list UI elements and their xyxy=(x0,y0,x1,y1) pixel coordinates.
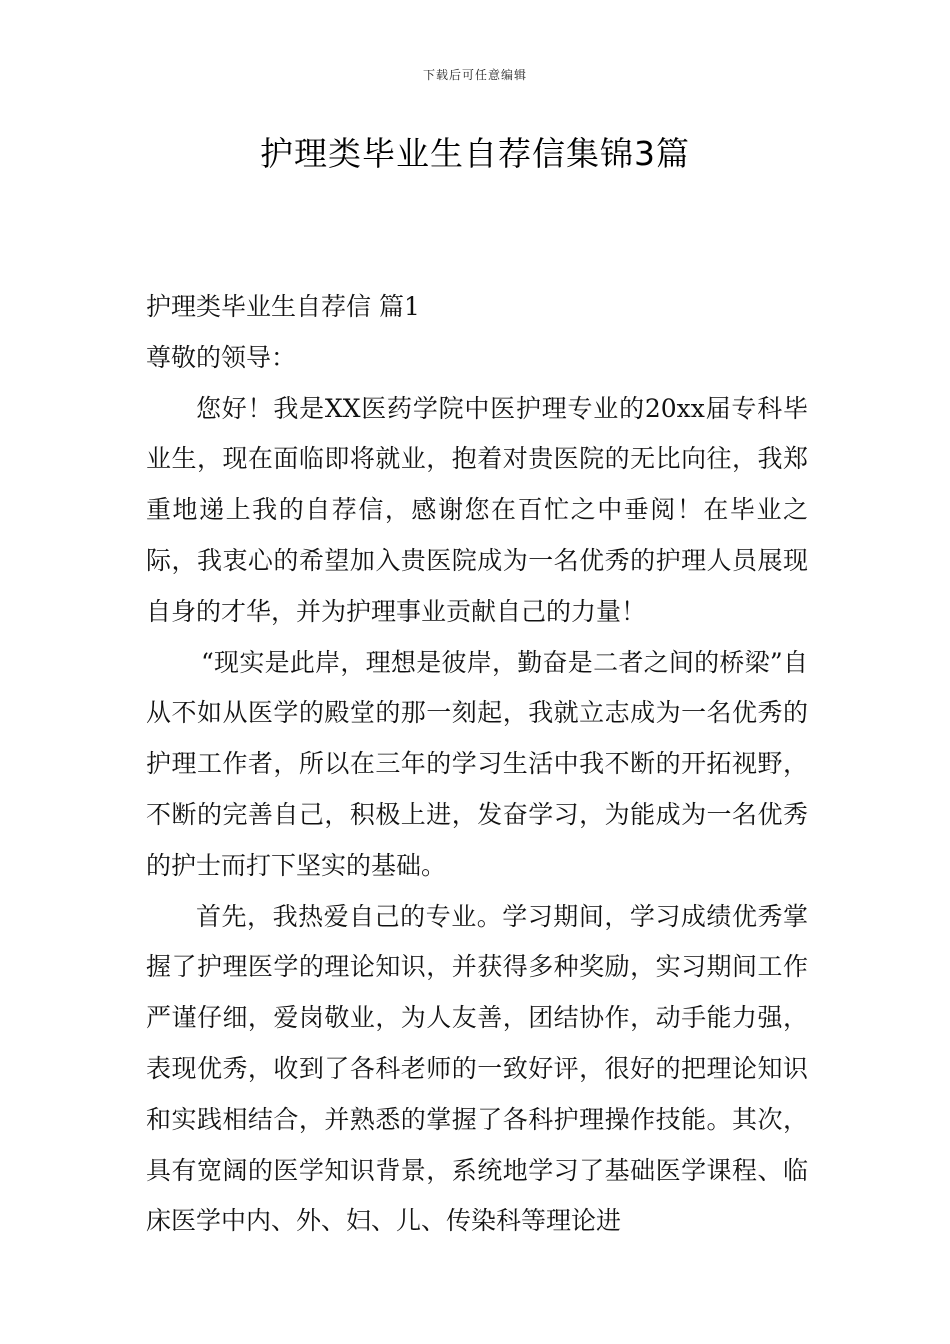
salutation: 尊敬的领导： xyxy=(146,342,297,372)
document-body xyxy=(146,282,808,1247)
document-title: 护理类毕业生自荐信集锦3篇 xyxy=(260,134,690,173)
header-note: 下载后可任意编辑 xyxy=(422,68,527,82)
paragraph-3: 首先，我热爱自己的专业。学习期间，学习成绩优秀掌握了护理医学的理论知识，并获得多种奖励，实习期间工作严谨仔细，爱岗敬业，为人友善，团结协作，动手能力强，表现优秀，收到了各科老师的一致好评，很好的把理论知识和实践相结合，并熟悉的掌握了各科护理操作技能。其次，具有宽阔的医学知识背景，系统地学习了基础医学课程、临床医学中内、外、妇、儿、传染科等理论进 xyxy=(146,901,808,1236)
paragraph-2: “现实是此岸，理想是彼岸，勤奋是二者之间的桥梁”自从不如从医学的殿堂的那一刻起，我就立志成为一名优秀的护理工作者，所以在三年的学习生活中我不断的开拓视野，不断的完善自己，积极上进，发奋学习，为能成为一名优秀的护士而打下坚实的基础。 xyxy=(146,647,808,880)
paragraph-1: 您好！我是XX医药学院中医护理专业的20xx届专科毕业生，现在面临即将就业，抱着对贵医院的无比向往，我郑重地递上我的自荐信，感谢您在百忙之中垂阅！在毕业之际，我衷心的希望加入贵医院成为一名优秀的护理人员展现自身的才华，并为护理事业贡献自己的力量！ xyxy=(146,393,808,626)
section-heading: 护理类毕业生自荐信 篇1 xyxy=(146,292,420,321)
